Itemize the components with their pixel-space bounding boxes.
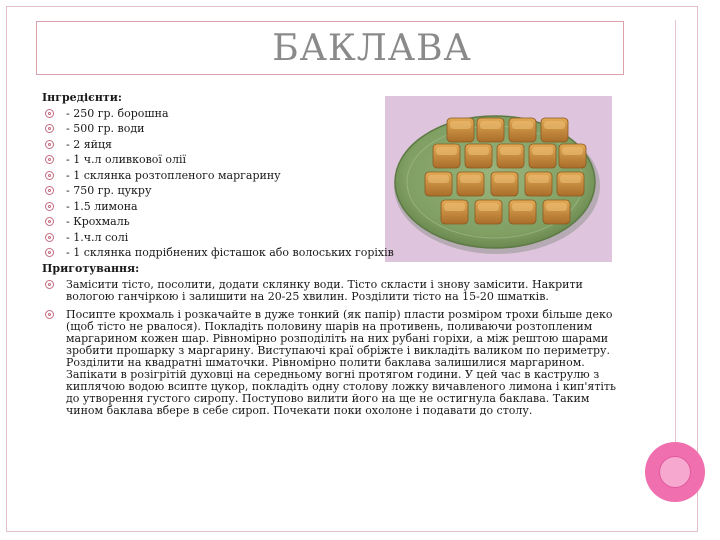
list-item: - 250 гр. борошна <box>42 106 622 122</box>
list-item: - 500 гр. води <box>42 121 622 137</box>
list-item: - 1 ч.л оливкової олії <box>42 152 622 168</box>
bullet-icon <box>45 233 54 242</box>
decorative-side-line <box>675 20 676 442</box>
bullet-icon <box>45 155 54 164</box>
list-item: - 2 яйця <box>42 137 622 153</box>
bullet-icon <box>45 217 54 226</box>
bullet-icon <box>45 280 54 289</box>
list-item: - 1.5 лимона <box>42 199 622 215</box>
bullet-icon <box>45 310 54 319</box>
bullet-icon <box>45 109 54 118</box>
preparation-steps <box>42 279 622 417</box>
list-item: - 1.ч.л солі <box>42 230 622 246</box>
page-title: БАКЛАВА <box>272 28 472 69</box>
list-item: - 1 склянка розтопленого маргарину <box>42 168 622 184</box>
decorative-ring-icon <box>645 442 705 502</box>
title-box <box>36 21 624 75</box>
bullet-icon <box>45 186 54 195</box>
ingredients-heading: Інгредієнти: <box>42 91 122 104</box>
list-item: - 1 склянка подрібнених фісташок або волоських горіхів <box>42 245 622 261</box>
list-item: Замісити тісто, посолити, додати склянку води. Тісто скласти і знову замісити. Накрити вологою ганчіркою і залишити на 20-25 хвилин. Розділити тісто на 15-20 шматків. <box>42 279 622 303</box>
ingredients-list <box>42 106 622 261</box>
list-item: - Крохмаль <box>42 214 622 230</box>
bullet-icon <box>45 248 54 257</box>
bullet-icon <box>45 202 54 211</box>
recipe-content <box>42 90 622 417</box>
list-item: - 750 гр. цукру <box>42 183 622 199</box>
list-item: Посипте крохмаль і розкачайте в дуже тонкий (як папір) пласти розміром трохи більше деко (щоб тісто не рвалося). Покладіть половину шарів на противень, поливаючи розтопленим маргарином кожен шар. Рівномірно розподіліть на них рубані горіхи, а між рештою шарами зробити прошарку з маргарину. Виступаючі краї обріжте і викладіть валиком по периметру. Розділити на квадратні шматочки. Рівномірно полити баклава залишилися маргарином. Запікати в розігрітій духовці на середньому вогні протягом години. У цей час в каструлю з киплячою водою всипте цукор, покладіть одну столову ложку вичавленого лимона і кип'ятіть до утворення густого сиропу. Поступово вилити його на ще не остигнула баклава. Таким чином баклава вбере в себе сироп. Почекати поки охолоне і подавати до столу. <box>42 309 622 417</box>
preparation-heading: Приготування: <box>42 261 140 275</box>
bullet-icon <box>45 171 54 180</box>
bullet-icon <box>45 124 54 133</box>
bullet-icon <box>45 140 54 149</box>
